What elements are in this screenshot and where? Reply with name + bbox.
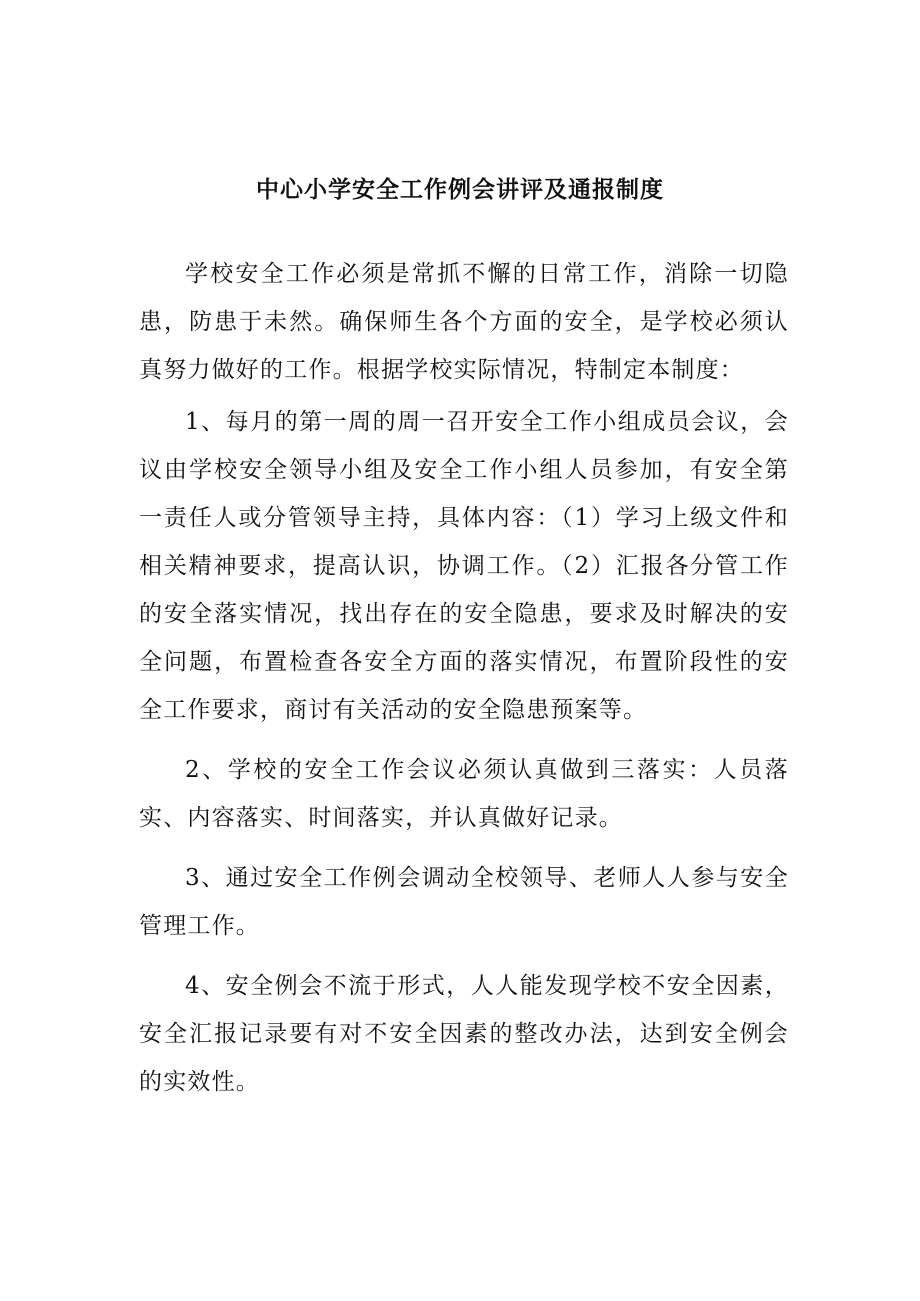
document-title: 中心小学安全工作例会讲评及通报制度 [256, 177, 664, 203]
paragraph-item-3: 3、通过安全工作例会调动全校领导、老师人人参与安全管理工作。 [139, 865, 789, 939]
paragraph-item-4: 4、安全例会不流于形式，人人能发现学校不安全因素，安全汇报记录要有对不安全因素的整改办法，达到安全例会的实效性。 [139, 973, 789, 1095]
paragraph-intro: 学校安全工作必须是常抓不懈的日常工作，消除一切隐患，防患于未然。确保师生各个方面的安全，是学校必须认真努力做好的工作。根据学校实际情况，特制定本制度： [139, 261, 789, 383]
paragraph-item-2: 2、学校的安全工作会议必须认真做到三落实：人员落实、内容落实、时间落实，并认真做好记录。 [139, 757, 789, 831]
paragraph-item-1: 1、每月的第一周的周一召开安全工作小组成员会议，会议由学校安全领导小组及安全工作小组人员参加，有安全第一责任人或分管领导主持，具体内容：（1）学习上级文件和相关精神要求，提高认识，协调工作。（2）汇报各分管工作的安全落实情况，找出存在的安全隐患，要求及时解决的安全问题，布置检查各安全方面的落实情况，布置阶段性的安全工作要求，商讨有关活动的安全隐患预案等。 [139, 409, 789, 723]
document-body [139, 250, 789, 1110]
